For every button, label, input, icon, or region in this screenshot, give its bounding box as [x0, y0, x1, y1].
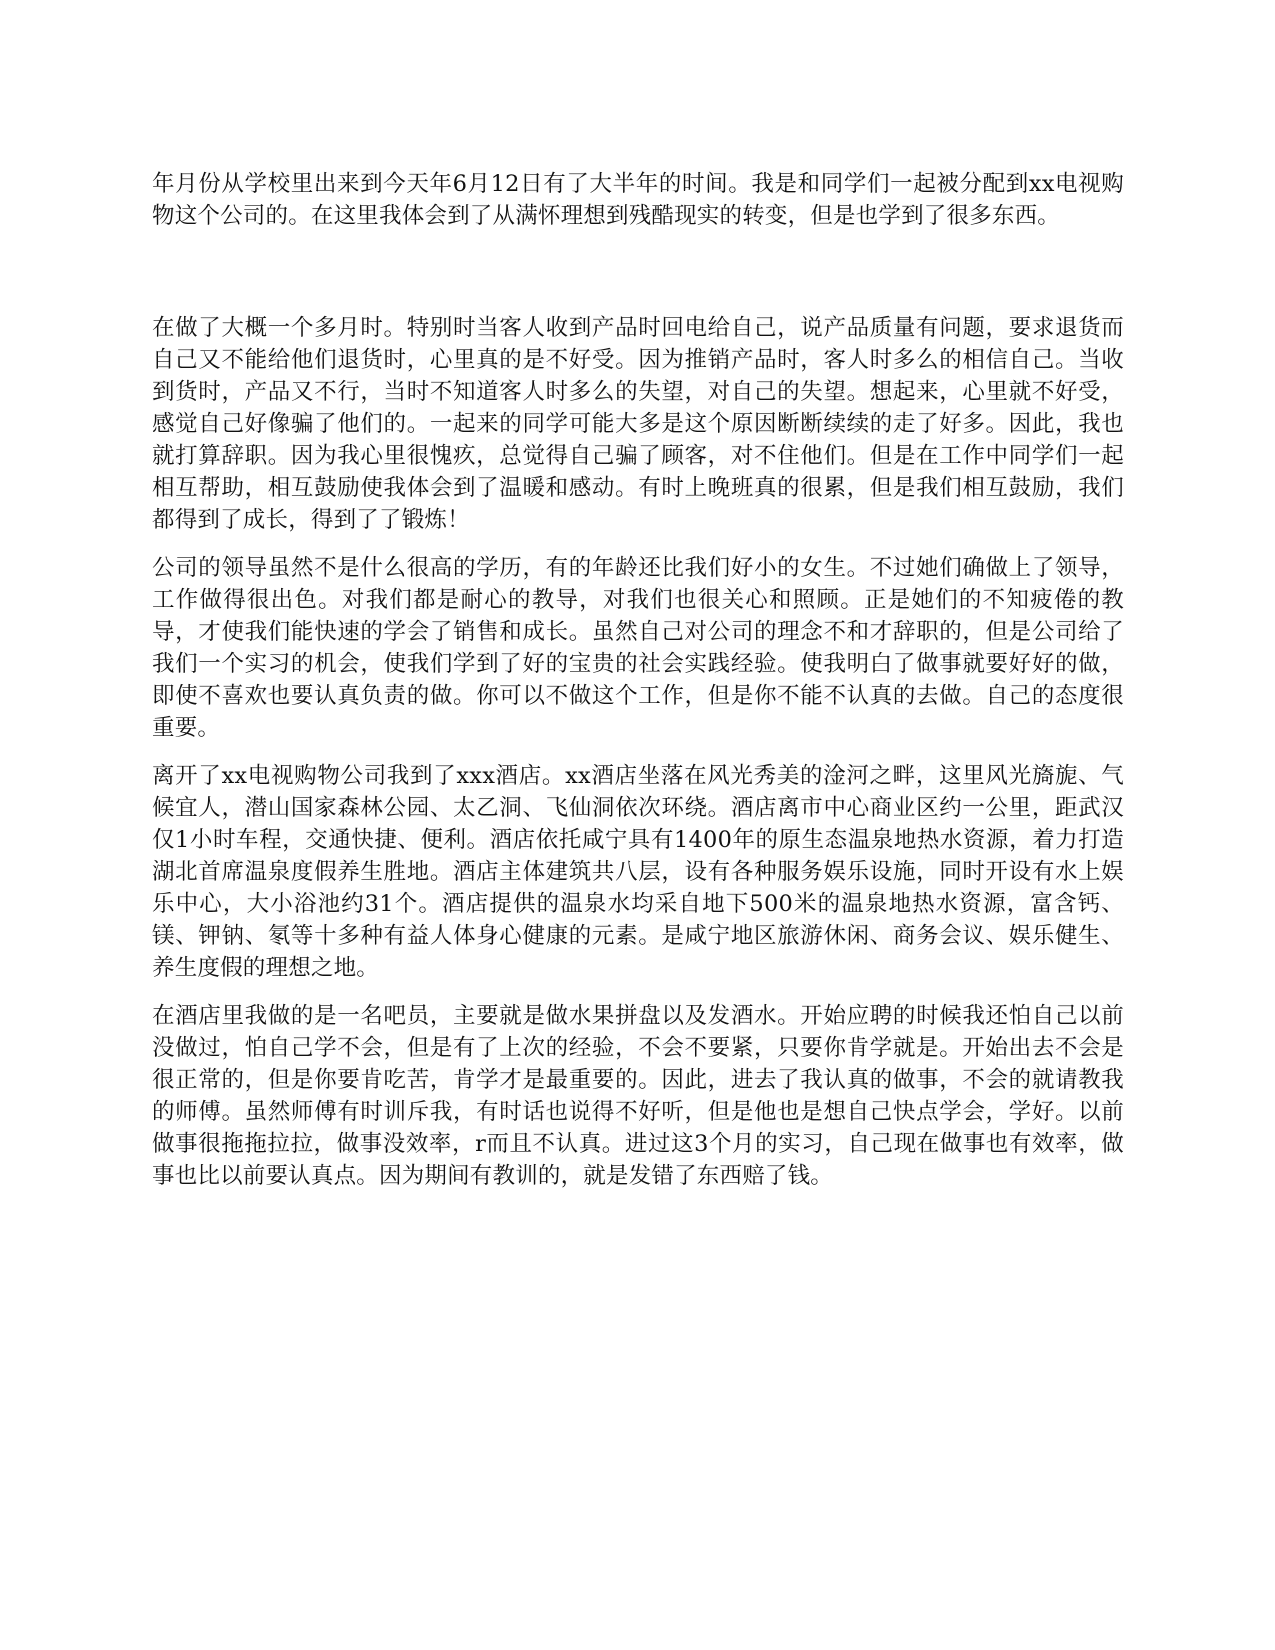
- paragraph-1: 年月份从学校里出来到今天年6月12日有了大半年的时间。我是和同学们一起被分配到xx电视购物这个公司的。在这里我体会到了从满怀理想到残酷现实的转变，但是也学到了很多东西。: [152, 171, 1124, 229]
- paragraph-2: 在做了大概一个多月时。特别时当客人收到产品时回电给自己，说产品质量有问题，要求退货而自己又不能给他们退货时，心里真的是不好受。因为推销产品时，客人时多么的相信自己。当收到货时，产品又不行，当时不知道客人时多么的失望，对自己的失望。想起来，心里就不好受，感觉自己好像骗了他们的。一起来的同学可能大多是这个原因断断续续的走了好多。因此，我也就打算辞职。因为我心里很愧疚，总觉得自己骗了顾客，对不住他们。但是在工作中同学们一起相互帮助，相互鼓励使我体会到了温暖和感动。有时上晚班真的很累，但是我们相互鼓励，我们都得到了成长，得到了了锻炼！: [152, 315, 1124, 533]
- paragraph-5: 在酒店里我做的是一名吧员，主要就是做水果拼盘以及发酒水。开始应聘的时候我还怕自己以前没做过，怕自己学不会，但是有了上次的经验，不会不要紧，只要你肯学就是。开始出去不会是很正常的，但是你要肯吃苦，肯学才是最重要的。因此，进去了我认真的做事，不会的就请教我的师傅。虽然师傅有时训斥我，有时话也说得不好听，但是他也是想自己快点学会，学好。以前做事很拖拖拉拉，做事没效率，r而且不认真。进过这3个月的实习，自己现在做事也有效率，做事也比以前要认真点。因为期间有教训的，就是发错了东西赔了钱。: [152, 1003, 1124, 1189]
- document-body: [152, 168, 1124, 1208]
- paragraph-3: 公司的领导虽然不是什么很高的学历，有的年龄还比我们好小的女生。不过她们确做上了领导，工作做得很出色。对我们都是耐心的教导，对我们也很关心和照顾。正是她们的不知疲倦的教导，才使我们能快速的学会了销售和成长。虽然自己对公司的理念不和才辞职的，但是公司给了我们一个实习的机会，使我们学到了好的宝贵的社会实践经验。使我明白了做事就要好好的做，即使不喜欢也要认真负责的做。你可以不做这个工作，但是你不能不认真的去做。自己的态度很重要。: [152, 555, 1124, 741]
- paragraph-4: 离开了xx电视购物公司我到了xxx酒店。xx酒店坐落在风光秀美的淦河之畔，这里风光旖旎、气候宜人，潜山国家森林公园、太乙洞、飞仙洞依次环绕。酒店离市中心商业区约一公里，距武汉仅1小时车程，交通快捷、便利。酒店依托咸宁具有1400年的原生态温泉地热水资源，着力打造湖北首席温泉度假养生胜地。酒店主体建筑共八层，设有各种服务娱乐设施，同时开设有水上娱乐中心，大小浴池约31个。酒店提供的温泉水均采自地下500米的温泉地热水资源，富含钙、镁、钾钠、氡等十多种有益人体身心健康的元素。是咸宁地区旅游休闲、商务会议、娱乐健生、养生度假的理想之地。: [152, 763, 1124, 981]
